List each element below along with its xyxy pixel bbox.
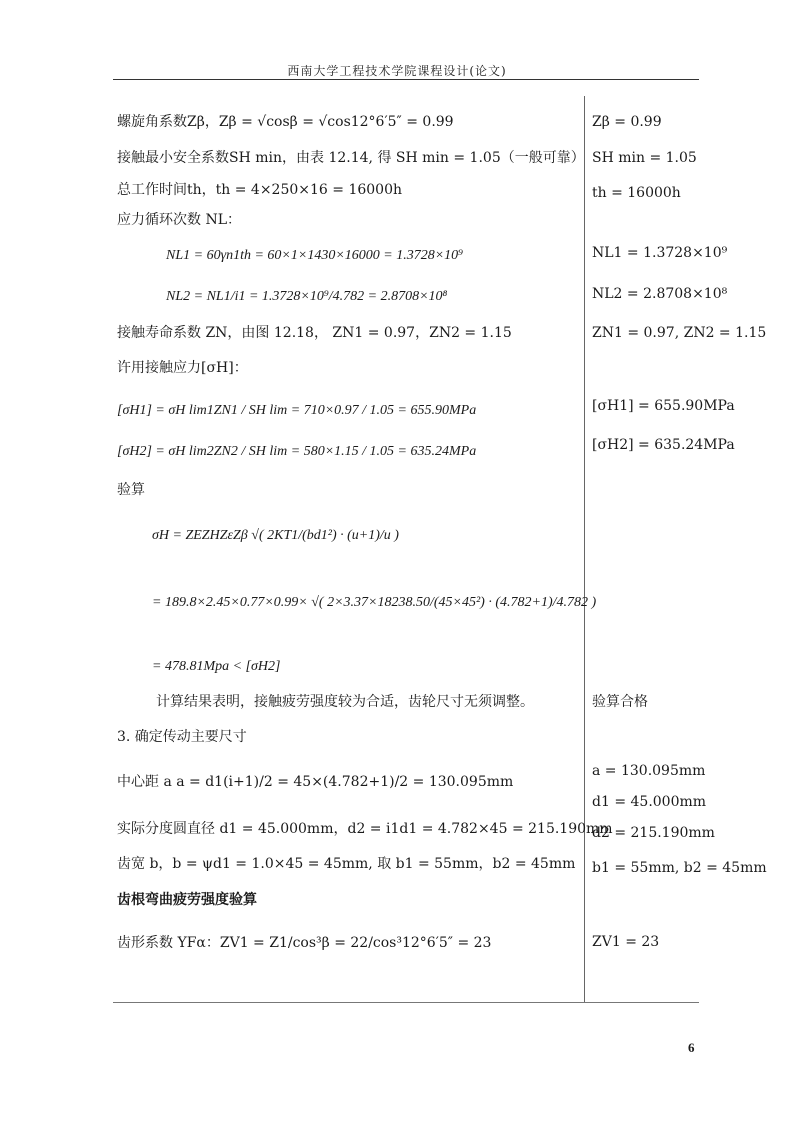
result-check-passed: 验算合格: [592, 694, 648, 710]
result-sigma-h1: [σH1] = 655.90MPa: [592, 398, 735, 414]
result-min-safety: SH min = 1.05: [592, 150, 697, 166]
formula-sigma-h-result: = 478.81Mpa < [σH2]: [152, 659, 281, 674]
row-center-distance: 中心距 a a = d1(i+1)/2 = 45×(4.782+1)/2 = 130.095mm: [117, 774, 514, 790]
section-heading-bending: 齿根弯曲疲劳强度验算: [117, 892, 257, 908]
result-nl2: NL2 = 2.8708×10⁸: [592, 286, 728, 302]
formula-nl1: NL1 = 60γn1th = 60×1×1430×16000 = 1.3728×10⁹: [166, 248, 464, 263]
row-allowable-stress: 许用接触应力[σH]：: [117, 360, 248, 376]
result-face-width: b1 = 55mm, b2 = 45mm: [592, 860, 767, 876]
row-check: 验算: [117, 482, 145, 498]
section-heading-dimensions: 3. 确定传动主要尺寸: [117, 729, 247, 745]
formula-sigma-h: σH = ZEZHZεZβ √( 2KT1/(bd1²) · (u+1)/u ): [152, 528, 399, 543]
formula-nl2: NL2 = NL1/i1 = 1.3728×10⁹/4.782 = 2.8708×10⁸: [166, 289, 448, 304]
row-helix-factor: 螺旋角系数Zβ，Zβ = √cosβ = √cos12°6′5″ = 0.99: [117, 114, 454, 130]
page-header: 西南大学工程技术学院课程设计(论文): [287, 64, 507, 78]
row-pitch-diameter: 实际分度圆直径 d1 = 45.000mm，d2 = i1d1 = 4.782×45 = 215.190mm: [117, 821, 613, 837]
result-nl1: NL1 = 1.3728×10⁹: [592, 245, 728, 261]
result-sigma-h2: [σH2] = 635.24MPa: [592, 437, 735, 453]
row-min-safety: 接触最小安全系数SH min，由表 12.14, 得 SH min = 1.05（一般可靠）: [117, 150, 585, 166]
column-divider: [584, 96, 585, 1002]
table-bottom-rule: [113, 1002, 699, 1003]
result-center-distance: a = 130.095mm: [592, 763, 706, 779]
row-work-time: 总工作时间th，th = 4×250×16 = 16000h: [117, 182, 403, 198]
row-conclusion: 计算结果表明，接触疲劳强度较为合适，齿轮尺寸无须调整。: [156, 694, 534, 710]
formula-sigma-h1: [σH1] = σH lim1ZN1 / SH lim = 710×0.97 / 1.05 = 655.90MPa: [117, 403, 477, 418]
result-helix-factor: Zβ = 0.99: [592, 114, 662, 130]
result-work-time: th = 16000h: [592, 185, 681, 201]
row-life-factor: 接触寿命系数 ZN，由图 12.18， ZN1 = 0.97，ZN2 = 1.15: [117, 325, 512, 341]
formula-sigma-h-substituted: = 189.8×2.45×0.77×0.99× √( 2×3.37×18238.50/(45×45²) · (4.782+1)/4.782 ): [152, 595, 597, 610]
row-face-width: 齿宽 b，b = ψd1 = 1.0×45 = 45mm, 取 b1 = 55mm，b2 = 45mm: [117, 856, 576, 872]
header-rule: [113, 79, 699, 80]
row-form-factor: 齿形系数 YFα：ZV1 = Z1/cos³β = 22/cos³12°6′5″ = 23: [117, 935, 492, 951]
result-d1: d1 = 45.000mm: [592, 794, 707, 810]
result-form-factor: ZV1 = 23: [592, 934, 660, 950]
result-d2: d2 = 215.190mm: [592, 825, 715, 841]
formula-sigma-h2: [σH2] = σH lim2ZN2 / SH lim = 580×1.15 / 1.05 = 635.24MPa: [117, 444, 477, 459]
result-life-factor: ZN1 = 0.97, ZN2 = 1.15: [592, 325, 767, 341]
row-cycle-count: 应力循环次数 NL：: [117, 212, 241, 228]
page-number: 6: [688, 1040, 695, 1055]
